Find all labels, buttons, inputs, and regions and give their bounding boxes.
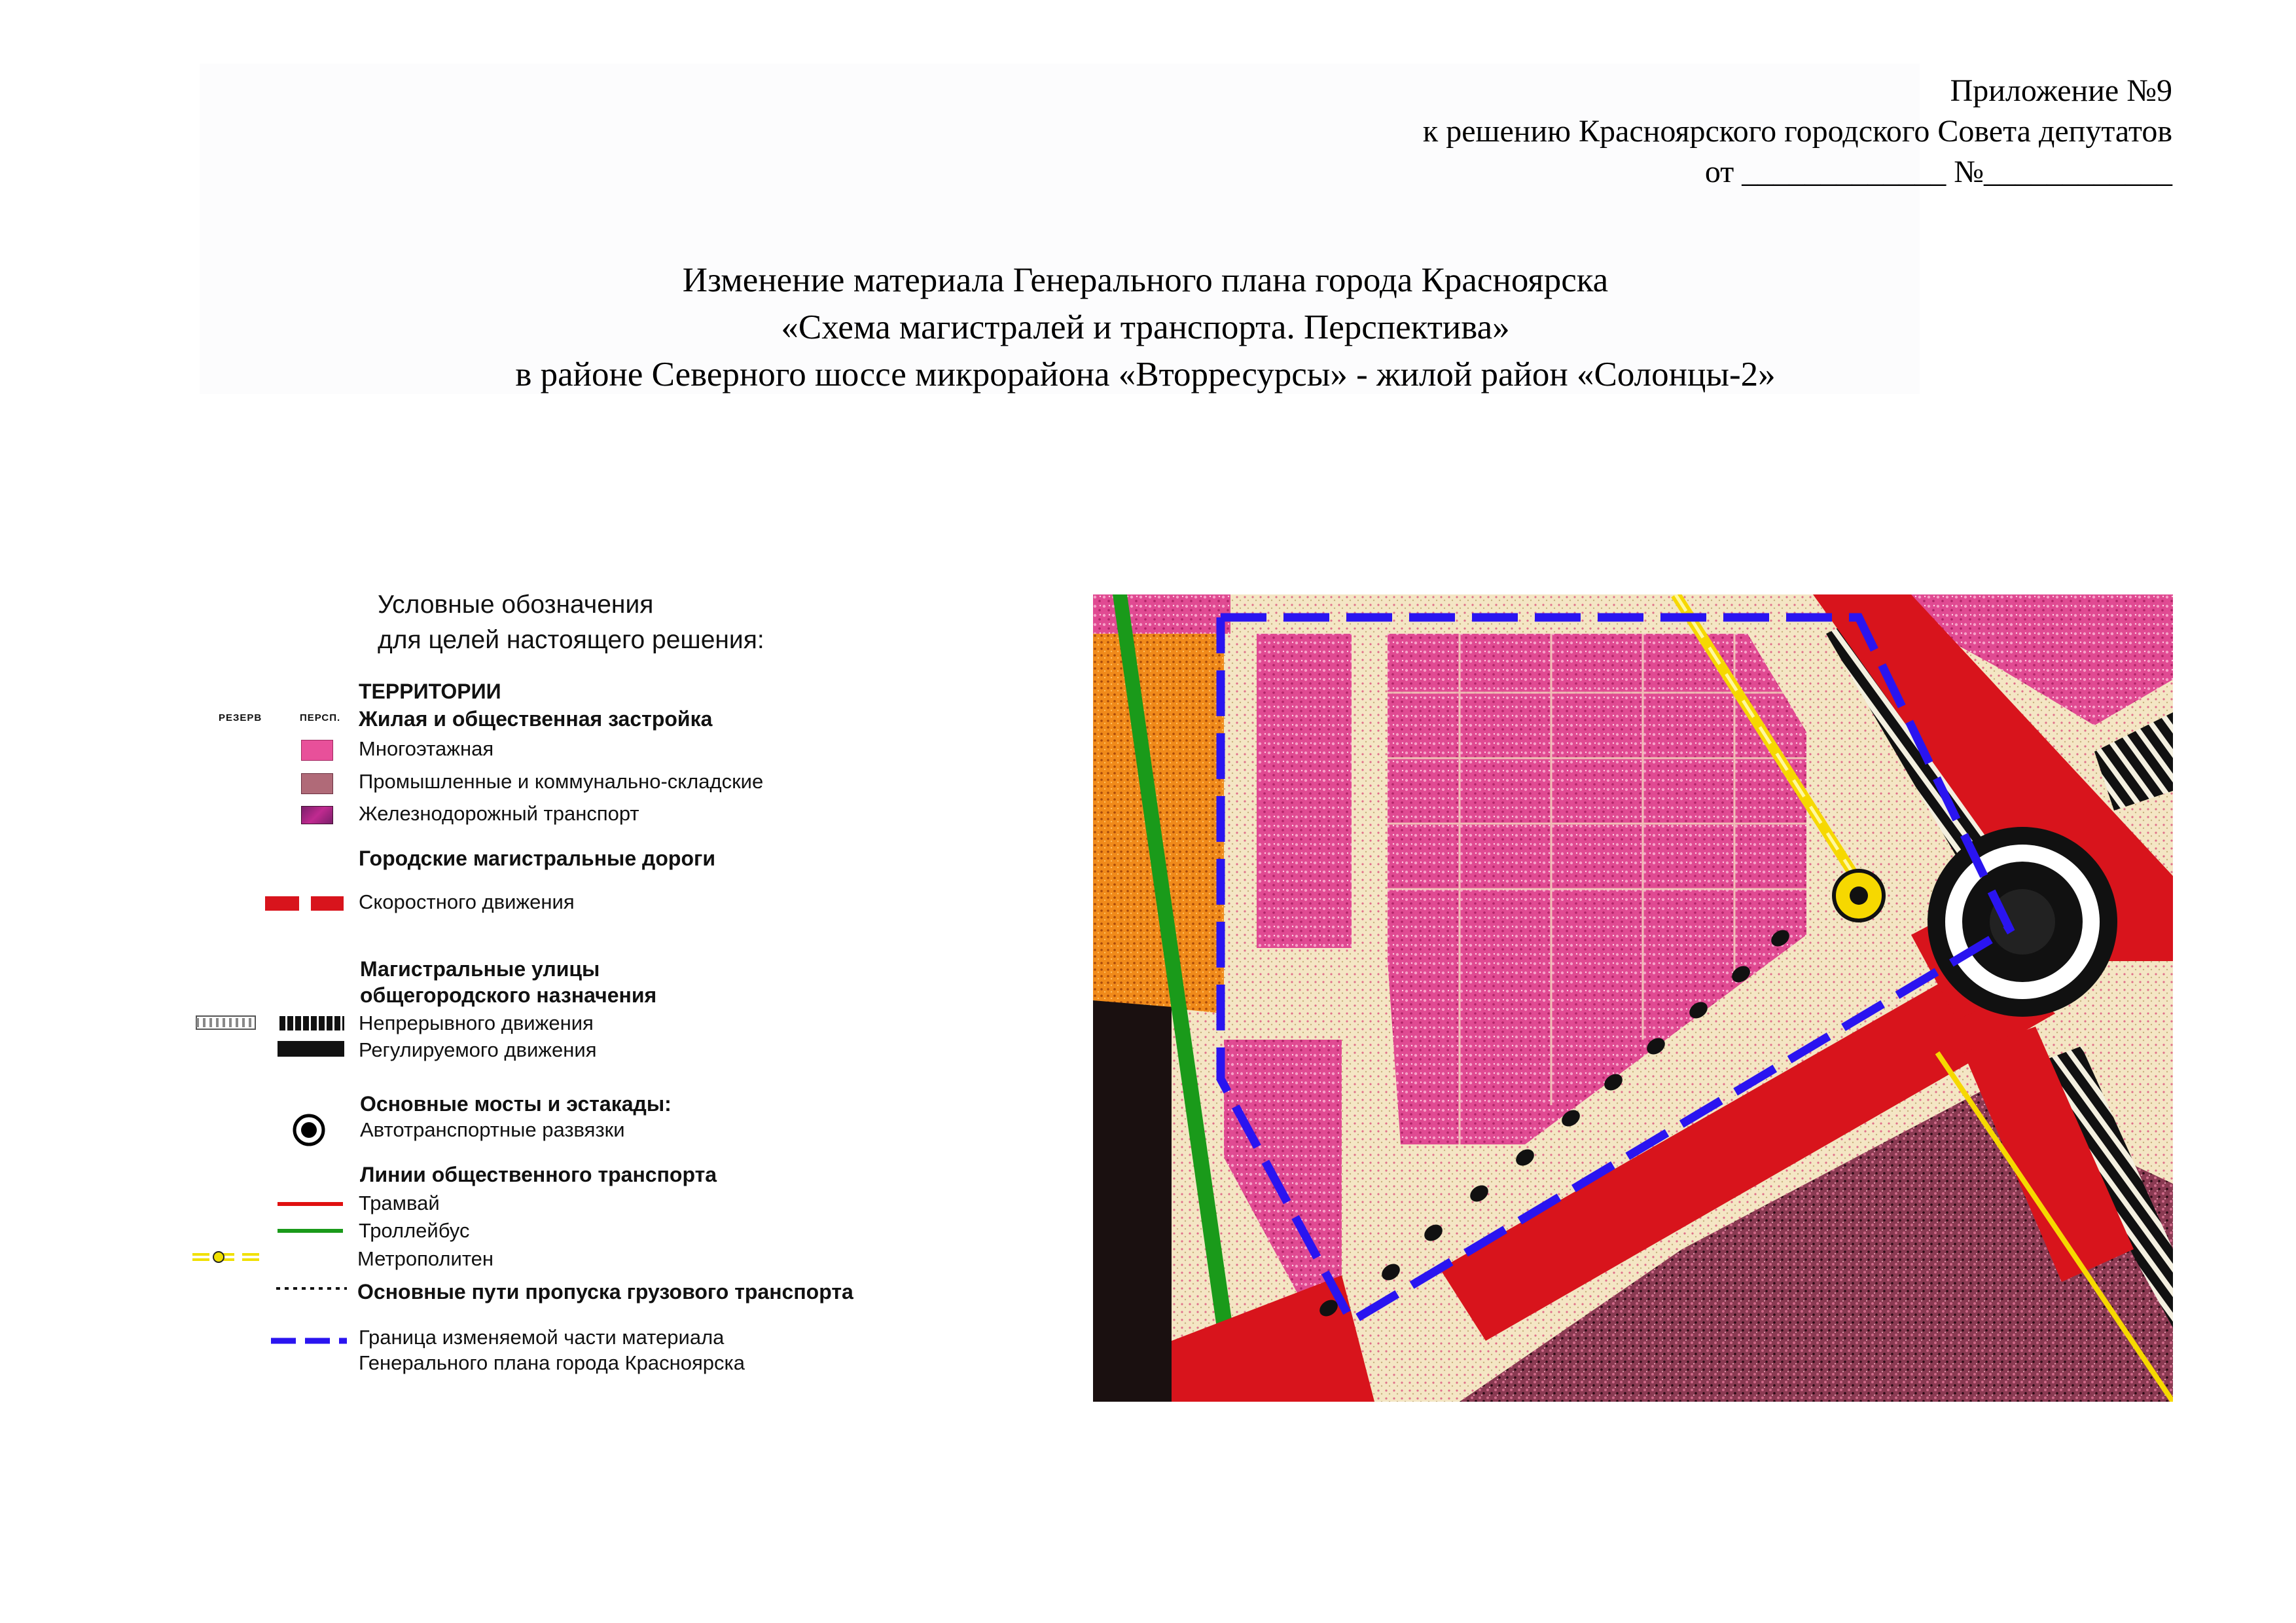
legend-reserve-label: РЕЗЕРВ xyxy=(219,712,262,723)
legend-multistorey: Многоэтажная xyxy=(359,737,494,760)
legend-territories: ТЕРРИТОРИИ xyxy=(359,680,501,703)
legend-boundary-1: Граница изменяемой части материала xyxy=(359,1326,725,1349)
appendix-block xyxy=(1423,71,2172,192)
regulated-road-symbol xyxy=(278,1041,344,1057)
legend-railway: Железнодорожный транспорт xyxy=(359,802,639,825)
map-content xyxy=(1093,594,2173,1402)
legend-heading-2: для целей настоящего решения: xyxy=(378,626,764,654)
legend-industrial: Промышленные и коммунально-складские xyxy=(359,770,764,793)
legend-residential: Жилая и общественная застройка xyxy=(359,707,713,731)
legend-persp-label: ПЕРСП. xyxy=(300,712,341,723)
tram-line-symbol xyxy=(278,1202,343,1206)
title-line-1: Изменение материала Генерального плана города Красноярска xyxy=(682,261,1609,299)
legend-regulated: Регулируемого движения xyxy=(359,1038,597,1061)
metro-station xyxy=(1834,871,1884,921)
legend-heading-1: Условные обозначения xyxy=(378,591,654,619)
metro-line-symbol xyxy=(192,1248,263,1266)
appendix-decision: к решению Красноярского городского Совета депутатов xyxy=(1422,114,2172,149)
legend-metro: Метрополитен xyxy=(357,1247,494,1270)
railway-swatch xyxy=(301,806,333,824)
legend-main-streets-1: Магистральные улицы xyxy=(360,957,600,981)
trolleybus-line-symbol xyxy=(278,1229,343,1233)
appendix-number: Приложение №9 xyxy=(1950,73,2172,108)
legend-interchanges: Автотранспортные развязки xyxy=(360,1118,625,1141)
interchange xyxy=(1928,827,2117,1017)
legend-public-transport: Линии общественного транспорта xyxy=(360,1163,717,1186)
interchange-icon xyxy=(292,1113,326,1147)
industrial-swatch xyxy=(301,773,333,794)
legend-trolleybus: Троллейбус xyxy=(359,1219,470,1242)
continuous-reserve-symbol xyxy=(195,1013,257,1032)
freight-route-symbol xyxy=(275,1285,348,1292)
legend-bridges: Основные мосты и эстакады: xyxy=(360,1092,672,1116)
legend-city-roads: Городские магистральные дороги xyxy=(359,847,715,870)
dark-zone-left xyxy=(1093,1000,1172,1402)
legend-freight: Основные пути пропуска грузового транспорта xyxy=(357,1280,853,1304)
express-road-symbol xyxy=(262,894,347,913)
title-line-3: в районе Северного шоссе микрорайона «Вторресурсы» - жилой район «Солонцы-2» xyxy=(515,356,1776,393)
residential-block-west xyxy=(1257,634,1352,948)
map-legend xyxy=(0,0,982,1623)
title-line-2: «Схема магистралей и транспорта. Перспектива» xyxy=(781,308,1510,346)
legend-continuous: Непрерывного движения xyxy=(359,1012,594,1034)
appendix-date-number: от _____________ №____________ xyxy=(1704,155,2172,189)
legend-express: Скоростного движения xyxy=(359,890,575,913)
legend-boundary-2: Генерального плана города Красноярска xyxy=(359,1351,745,1374)
legend-main-streets-2: общегородского назначения xyxy=(360,983,657,1007)
boundary-symbol xyxy=(270,1336,348,1346)
continuous-road-symbol xyxy=(278,1015,346,1032)
legend-tram: Трамвай xyxy=(359,1192,440,1214)
multistorey-swatch xyxy=(301,740,333,761)
map-fragment xyxy=(1093,594,2173,1402)
